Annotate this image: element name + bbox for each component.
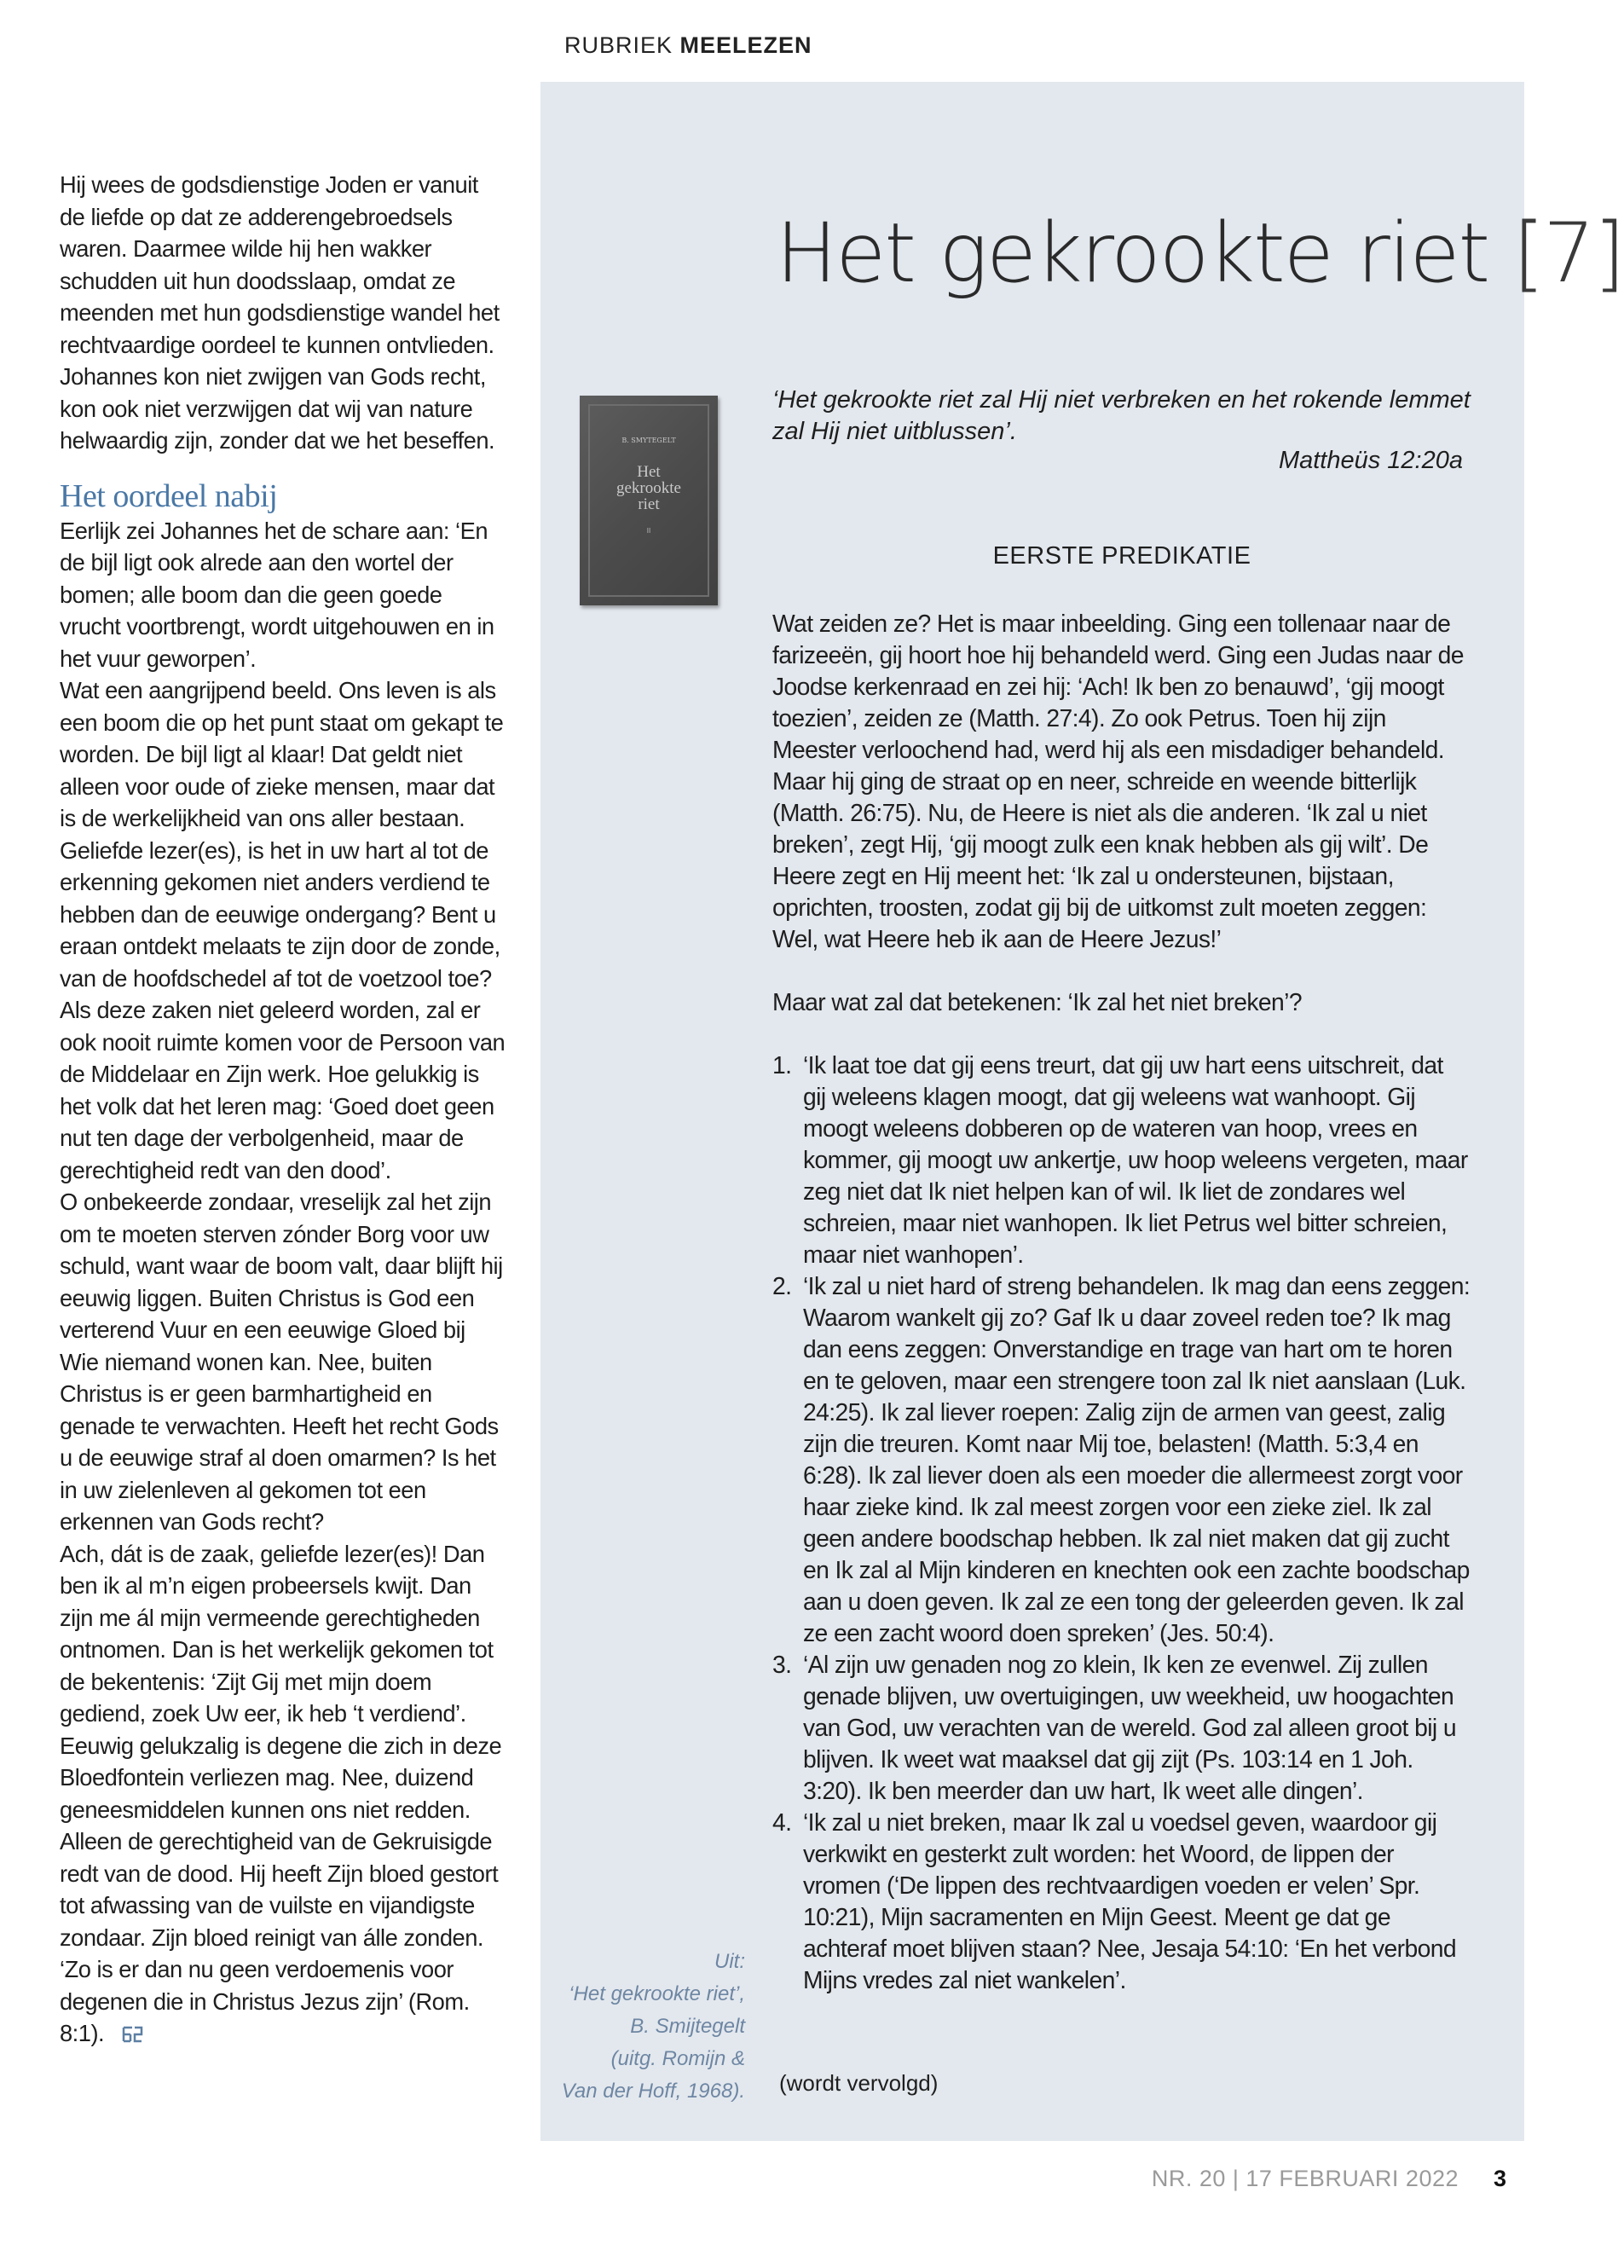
caption-line-3: B. Smijtegelt xyxy=(630,2015,745,2038)
book-cover-title-line-1: Het xyxy=(637,463,661,481)
list-item xyxy=(772,1050,1471,1270)
caption-line-1: Uit: xyxy=(714,1950,745,1973)
book-cover-volume: II xyxy=(646,527,651,535)
rubric-label xyxy=(542,24,984,67)
body-paragraph-2: Maar wat zal dat betekenen: ‘Ik zal het niet breken’? xyxy=(772,988,1302,1015)
scripture-reference: Mattheüs 12:20a xyxy=(1278,447,1463,474)
caption-line-4: (uitg. Romijn & xyxy=(610,2047,745,2070)
book-cover-image xyxy=(580,396,718,605)
scripture-quote: ‘Het gekrookte riet zal Hij niet verbreken en het rokende lemmet zal Hij niet uitblussen’. xyxy=(772,386,1471,445)
image-caption xyxy=(549,1946,745,2108)
article-title-number: [7] xyxy=(1512,205,1624,301)
numbered-list xyxy=(772,1050,1471,1996)
left-paragraph-1: Hij wees de godsdienstige Joden er vanuit de liefde op dat ze adderengebroedsels waren. Daarmee wilde hij hen wakker schudden uit hun doodsslaap, omdat ze meenden met hun godsdienstige wandel het rechtvaardige oordeel te kunnen ontvlieden. Johannes kon niet zwijgen van Gods recht, kon ook niet verzwijgen dat wij van nature helwaardig zijn, zonder dat we het beseffen. xyxy=(60,171,500,454)
left-paragraph-4: Geliefde lezer(es), is het in uw hart al tot de erkenning gekomen niet anders verdiend te hebben dan de eeuwige ondergang? Bent u eraan ontdekt melaats te zijn door de zonde, van de hoofdschedel af tot de voetzool toe? Als deze zaken niet geleerd worden, zal er ook nooit ruimte komen voor de Persoon van de Middelaar en Zijn werk. Hoe gelukkig is het volk dat het leren mag: ‘Goed doet geen nut ten dage der verbolgenheid, maar de gerechtigheid redt van den dood’. xyxy=(60,836,506,1183)
continued-note: (wordt vervolgd) xyxy=(779,2070,939,2096)
article-title-text: Het gekrookte riet xyxy=(776,205,1513,301)
article-title xyxy=(776,205,1624,301)
list-item-text: ‘Al zijn uw genaden nog zo klein, Ik ken ze evenwel. Zij zullen genade blijven, uw overtuigingen, uw weekheid, uw hoogachten van God, uw verachten van de wereld. God zal alleen groot bij u blijven. Ik weet wat maaksel dat gij zijt (Ps. 103:14 en 1 Joh. 3:20). Ik ben meerder dan uw hart, Ik weet alle dingen’. xyxy=(803,1651,1456,1804)
sermon-subheading: EERSTE PREDIKATIE xyxy=(992,542,1251,570)
page-number: 3 xyxy=(1494,2166,1507,2191)
left-paragraph-5: O onbekeerde zondaar, vreselijk zal het zijn om te moeten sterven zónder Borg voor uw schuld, want waar de boom valt, daar blijft hij eeuwig liggen. Buiten Christus is God een verterend Vuur en een eeuwige Gloed bij Wie niemand wonen kan. Nee, buiten Christus is er geen barmhartigheid en genade te verwachten. Heeft het recht Gods u de eeuwige straf al doen omarmen? Is het in uw zielenleven al gekomen tot een erkennen van Gods recht? xyxy=(60,1189,503,1535)
book-cover-title-line-2: gekrookte xyxy=(616,479,681,497)
list-item-text: ‘Ik zal u niet hard of streng behandelen. Ik mag dan eens zeggen: Waarom wankelt gij zo? Gaf Ik u daar zoveel reden toe? Ik mag dan eens zeggen: Onverstandige en trage van hart om te horen en te geloven, maar een strengere toon zal Ik niet aanslaan (Luk. 24:25). Ik zal liever roepen: Zalig zijn de armen van geest, zalig zijn die treuren. Komt naar Mij toe, belasten! (Matth. 5:3,4 en 6:28). Ik zal liever doen als een moeder die allermeest zorgt voor haar zieke kind. Ik zal meest zorgen voor een zieke ziel. Ik zal geen andere boodschap hebben. Ik zal niet maken dat gij zucht en Ik zal al Mijn kinderen en knechten ook een zachte boodschap aan u doen geven. Ik zal ze een tong der geleerden geven. Ik zal ze een zacht woord doen spreken’ (Jes. 50:4). xyxy=(803,1272,1471,1646)
caption-line-5: Van der Hoff, 1968). xyxy=(561,2080,745,2103)
end-mark-icon xyxy=(121,2025,143,2044)
caption-line-2: ‘Het gekrookte riet’, xyxy=(569,1982,745,2005)
book-cover-title xyxy=(580,464,718,512)
body-paragraph-1: Wat zeiden ze? Het is maar inbeelding. Ging een tollenaar naar de farizeeën, gij hoort hoe hij behandeld werd. Ging een Judas naar de Joodse kerkenraad en zei hij: ‘Ach! Ik ben zo benauwd’, ‘gij moogt toezien’, zeiden ze (Matth. 27:4). Zo ook Petrus. Toen hij zijn Meester verloochend had, werd hij als een misdadiger behandeld. Maar hij ging de straat op en neer, schreide en weende bitterlijk (Matth. 26:75). Nu, de Heere is niet als die anderen. ‘Ik zal u niet breken’, zegt Hij, ‘gij moogt zulk een knak hebben als gij wilt’. De Heere zegt en Hij meent het: ‘Ik zal u ondersteunen, bijstaan, oprichten, troosten, zodat gij bij de uitkomst zult moeten zeggen: Wel, wat Heere heb ik aan de Heere Jezus!’ xyxy=(772,610,1464,952)
list-item-number: 3. xyxy=(772,1651,792,1678)
book-cover-title-line-3: riet xyxy=(638,495,660,513)
list-item xyxy=(772,1807,1471,1996)
left-paragraph-6-text: Ach, dát is de zaak, geliefde lezer(es)! Dan ben ik al m’n eigen probeersels kwijt. Dan zijn me ál mijn vermeende gerechtigheden ontnomen. Dan is het werkelijk gekomen tot de bekentenis: ‘Zijt Gij met mijn doem gediend, zoek Uw eer, ik heb ‘t verdiend’. Eeuwig gelukzalig is degene die zich in deze Bloedfontein verliezen mag. Nee, duizend geneesmiddelen kunnen ons niet redden. Alleen de gerechtigheid van de Gekruisigde redt van de dood. Hij heeft Zijn bloed gestort tot afwassing van de vuilste en vijandigste zondaar. Zijn bloed reinigt van álle zonden. ‘Zo is er dan nu geen verdoemenis voor degenen die in Christus Jezus zijn’ (Rom. 8:1). xyxy=(60,1540,502,2046)
list-item-text: ‘Ik laat toe dat gij eens treurt, dat gij uw hart eens uitschreit, dat gij weleens klagen moogt, dat gij weleens wat wanhoopt. Gij moogt weleens dobberen op de wateren van hoop, vrees en kommer, gij moogt uw ankertje, uw hoop weleens vergeten, maar zeg niet dat Ik niet helpen kan of wil. Ik liet de zondares wel schreien, maar niet wanhopen. Ik liet Petrus wel bitter schreien, maar niet wanhopen’. xyxy=(803,1051,1468,1268)
left-column xyxy=(60,169,507,2050)
section-heading: Het oordeel nabij xyxy=(60,477,278,514)
list-item xyxy=(772,1270,1471,1649)
rubric-name: MEELEZEN xyxy=(679,32,812,58)
issue-footer: NR. 20 | 17 FEBRUARI 2022 xyxy=(1151,2166,1459,2191)
book-cover-author: B. SMYTEGELT xyxy=(621,437,676,444)
left-paragraph-2: Eerlijk zei Johannes het de schare aan: ‘En de bijl ligt ook alrede aan den wortel der bomen; alle boom dan die geen goede vrucht voortbrengt, wordt uitgehouwen en in het vuur geworpen’. xyxy=(60,517,494,672)
list-item-number: 1. xyxy=(772,1051,792,1079)
left-paragraph-6 xyxy=(60,1538,507,2050)
article-panel xyxy=(540,82,1624,2141)
left-paragraph-3: Wat een aangrijpend beeld. Ons leven is als een boom die op het punt staat om gekapt te worden. De bijl ligt al klaar! Dat geldt niet alleen voor oude of zieke mensen, maar dat is de werkelijkheid van ons aller bestaan. xyxy=(60,677,504,831)
article-body xyxy=(772,608,1471,1996)
list-item-number: 2. xyxy=(772,1272,792,1299)
list-item-number: 4. xyxy=(772,1808,792,1836)
rubric-prefix: RUBRIEK xyxy=(564,32,680,58)
list-item-text: ‘Ik zal u niet breken, maar Ik zal u voedsel geven, waardoor gij verkwikt en gesterkt zult worden: het Woord, de lippen der vromen (‘De lippen des rechtvaardigen voeden er velen’ Spr. 10:21), Mijn sacramenten en Mijn Geest. Meent ge dat ge achteraf moet blijven staan? Nee, Jesaja 54:10: ‘En het verbond Mijns vredes zal niet wankelen’. xyxy=(803,1808,1457,1993)
list-item xyxy=(772,1649,1471,1807)
